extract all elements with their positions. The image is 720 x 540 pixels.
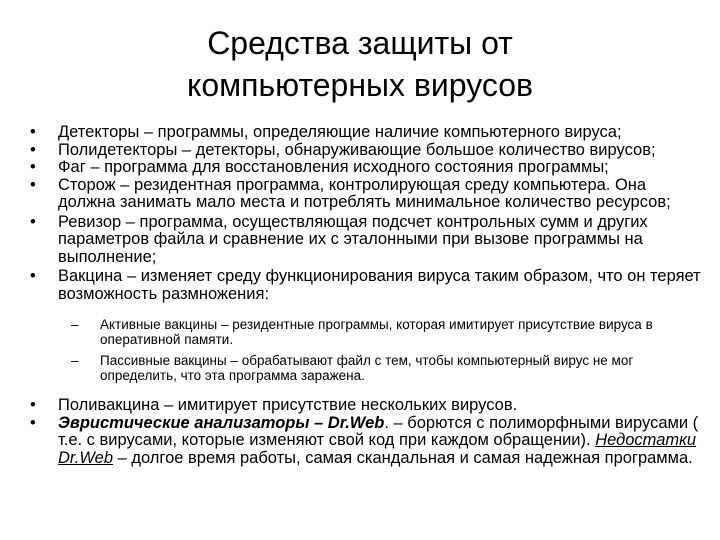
bullet-icon: •	[30, 413, 36, 432]
slide-title	[60, 22, 660, 106]
list-item-text: Сторож – резидентная программа, контролирующая среду компьютера. Она должна занимать мало места и потреблять минимальное количество ресурсов;	[58, 175, 671, 211]
dash-icon: –	[71, 353, 79, 368]
sub-item-text: Активные вакцины – резидентные программы, которая имитирует присутствие вируса в оперативной памяти.	[100, 317, 653, 347]
list-item-heuristic	[30, 415, 708, 468]
heuristic-text-1: . – борются с полиморфными вирусами ( т.е. с вирусами, которые изменяют свой код при каждом обращении).	[58, 413, 699, 449]
list-item-phage	[30, 159, 708, 177]
list-item-text: Фаг – программа для восстановления исходного состояния программы;	[58, 158, 609, 176]
bullet-icon: •	[30, 267, 36, 285]
list-item-text: Вакцина – изменяет среду функционирования вируса таким образом, что он теряет возможность размножения:	[58, 267, 701, 303]
heuristic-text-2: – долгое время работы, самая скандальная и самая надежная программа.	[113, 448, 693, 467]
bullet-list	[30, 124, 708, 467]
bullet-icon: •	[30, 158, 36, 176]
sub-item-passive-vaccines	[30, 353, 708, 383]
list-item-detectors	[30, 124, 708, 142]
list-item-auditor	[30, 214, 708, 267]
dash-icon: –	[71, 317, 79, 332]
list-item-text: Полидетекторы – детекторы, обнаруживающие большое количество вирусов;	[58, 140, 656, 159]
list-item-text: Ревизор – программа, осуществляющая подсчет контрольных сумм и других параметров файла и сравнение их с эталонными при вызове программы на выполнение;	[58, 212, 648, 266]
bullet-icon: •	[30, 123, 36, 141]
bullet-icon: •	[30, 140, 36, 159]
sub-item-text: Пассивные вакцины – обрабатывают файл с тем, чтобы компьютерный вирус не мог определить, что эта программа заражена.	[100, 353, 634, 383]
title-line-2: компьютерных вирусов	[186, 67, 533, 103]
list-item-watchdog	[30, 177, 708, 212]
list-item-polyvaccine	[30, 397, 708, 415]
list-item-polydetectors	[30, 142, 708, 160]
list-item-text: Поливакцина – имитирует присутствие нескольких вирусов.	[58, 396, 518, 414]
list-item-text: Детекторы – программы, определяющие наличие компьютерного вируса;	[58, 123, 622, 141]
bullet-icon: •	[30, 175, 36, 194]
heuristic-drawbacks: Недостатки Dr.Web	[58, 431, 697, 467]
heuristic-title: Эвристические анализаторы – Dr.Web	[58, 413, 385, 432]
list-item-vaccine	[30, 268, 708, 303]
bullet-icon: •	[30, 212, 36, 231]
bullet-icon: •	[30, 396, 36, 414]
title-line-1: Средства защиты от	[207, 25, 513, 61]
sub-item-active-vaccines	[30, 317, 708, 347]
